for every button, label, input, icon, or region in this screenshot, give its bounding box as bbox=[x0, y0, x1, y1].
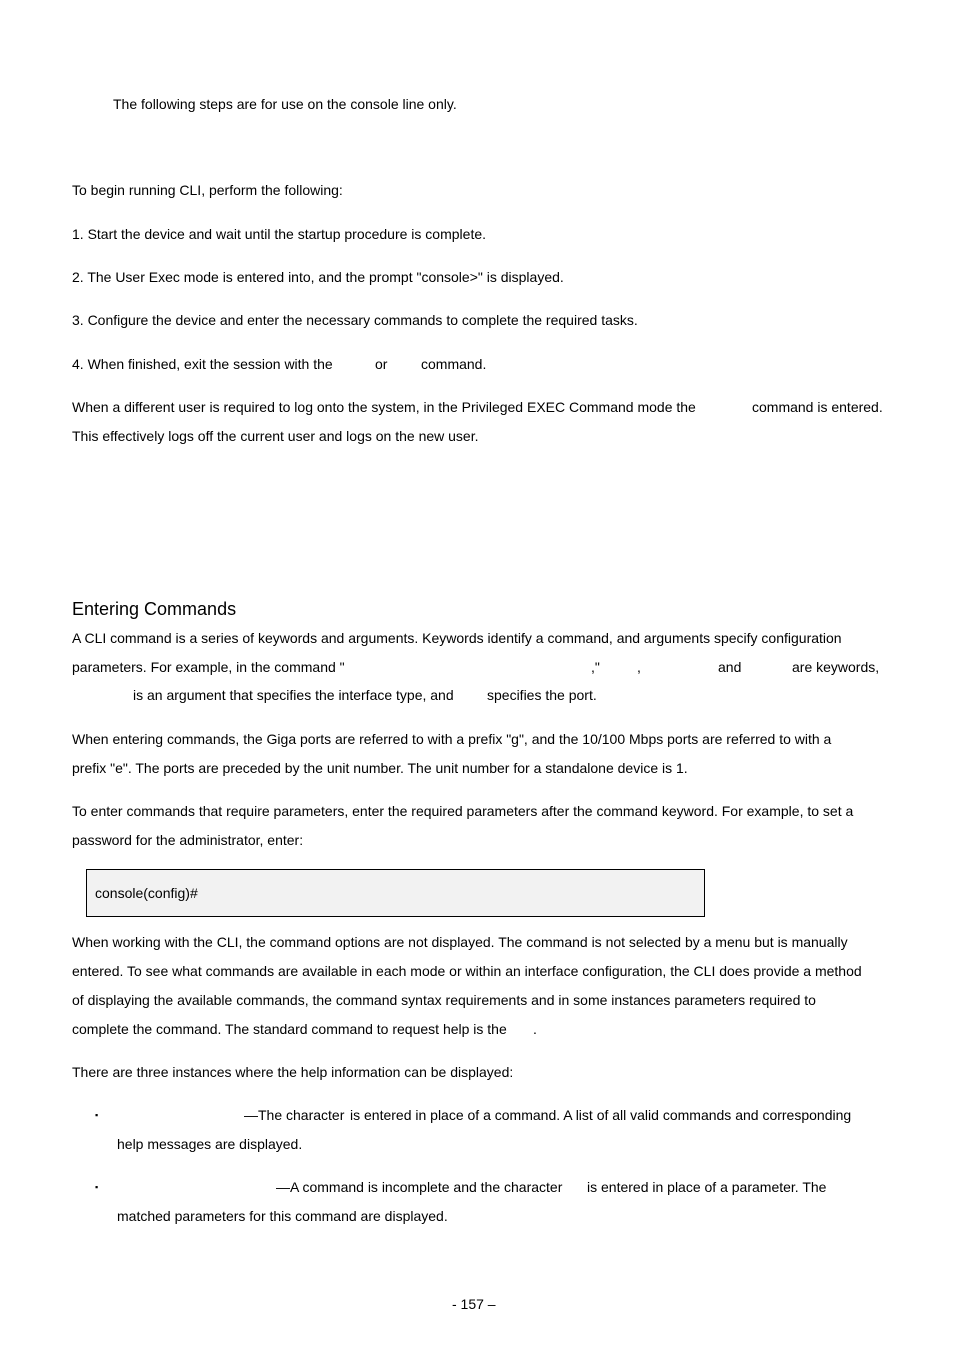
login-line-2: This effectively logs off the current user and logs on the new user. bbox=[72, 428, 479, 444]
step-1: 1. Start the device and wait until the startup procedure is complete. bbox=[72, 226, 487, 242]
section-title: Entering Commands bbox=[72, 599, 237, 619]
bullet-1-text-b: is entered in place of a command. A list of all valid commands and corresponding bbox=[350, 1107, 852, 1123]
instances-intro: There are three instances where the help information can be displayed: bbox=[72, 1064, 514, 1080]
cmd-line-2a: parameters. For example, in the command " bbox=[72, 659, 345, 675]
cmd-line-3b: specifies the port. bbox=[487, 687, 597, 703]
cmd-line-3a: is an argument that specifies the interface type, and bbox=[133, 687, 454, 703]
bullet-2-text-b: is entered in place of a parameter. The bbox=[587, 1179, 827, 1195]
code-example-text: console(config)# bbox=[95, 885, 198, 901]
help-line-3: of displaying the available commands, the command syntax requirements and in some instances parameters required to bbox=[72, 992, 816, 1008]
step-4-text-b: or bbox=[375, 356, 388, 372]
help-line-4b: . bbox=[533, 1021, 537, 1037]
help-line-4a: complete the command. The standard command to request help is the bbox=[72, 1021, 507, 1037]
intro-text: To begin running CLI, perform the following: bbox=[72, 182, 343, 198]
step-2: 2. The User Exec mode is entered into, and the prompt "console>" is displayed. bbox=[72, 269, 564, 285]
ports-line-2: prefix "e". The ports are preceded by the unit number. The unit number for a standalone device is 1. bbox=[72, 760, 688, 776]
cmd-line-2b: ," bbox=[591, 659, 600, 675]
bullet-2-text-c: matched parameters for this command are displayed. bbox=[117, 1208, 448, 1224]
step-4-text-c: command. bbox=[421, 356, 487, 372]
bullet-1-text-a: —The character bbox=[244, 1107, 345, 1123]
page-number: - 157 – bbox=[452, 1296, 496, 1312]
params-line-1: To enter commands that require parameters, enter the required parameters after the command keyword. For example, to set a bbox=[72, 803, 854, 819]
code-example-box bbox=[86, 869, 705, 917]
step-3: 3. Configure the device and enter the necessary commands to complete the required tasks. bbox=[72, 312, 638, 328]
params-line-2: password for the administrator, enter: bbox=[72, 832, 304, 848]
cmd-line-1: A CLI command is a series of keywords and arguments. Keywords identify a command, and arguments specify configuration bbox=[72, 630, 842, 646]
console-note: The following steps are for use on the console line only. bbox=[113, 96, 457, 112]
ports-line-1: When entering commands, the Giga ports are referred to with a prefix "g", and the 10/100 Mbps ports are referred to with a bbox=[72, 731, 832, 747]
cmd-line-2e: are keywords, bbox=[792, 659, 880, 675]
bullet-1-text-c: help messages are displayed. bbox=[117, 1136, 303, 1152]
help-line-1: When working with the CLI, the command options are not displayed. The command is not selected by a menu but is manually bbox=[72, 934, 848, 950]
cmd-line-2c: , bbox=[637, 659, 641, 675]
cmd-line-2d: and bbox=[718, 659, 742, 675]
bullet-marker-2: ▪ bbox=[95, 1182, 99, 1192]
login-line-1a: When a different user is required to log onto the system, in the Privileged EXEC Command mode the bbox=[72, 399, 696, 415]
step-4-text-a: 4. When finished, exit the session with the bbox=[72, 356, 333, 372]
bullet-marker-1: ▪ bbox=[95, 1110, 99, 1120]
bullet-2-text-a: —A command is incomplete and the character bbox=[276, 1179, 563, 1195]
login-line-1b: command is entered. bbox=[752, 399, 883, 415]
help-line-2: entered. To see what commands are available in each mode or within an interface configuration, the CLI does provide a method bbox=[72, 963, 862, 979]
